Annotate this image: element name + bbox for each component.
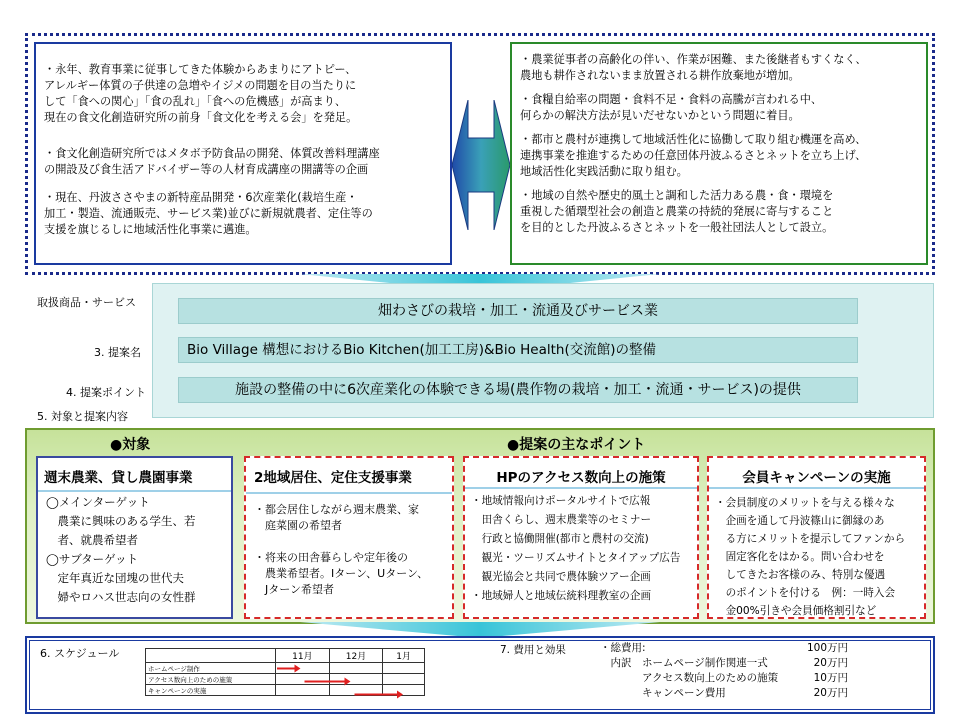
card2-title: 2地域居住、定住支援事業 — [254, 470, 412, 486]
card-hp-access — [463, 456, 699, 619]
double-arrow-icon — [452, 100, 510, 230]
left-paragraph-2: ・食文化創造研究所ではメタボ予防食品の開発、体質改善料理講座 の開設及び食生活アドバイザー等の人材育成講座の開講等の企画 — [44, 147, 380, 176]
left-paragraph-3: ・現在、丹波ささやまの新特産品開発・6次産業化(栽培生産・ 加工・製造、流通販売、サービス業)並びに新規就農者、定住等の 支援を旗じるしに地域活性化事業に邁進。 — [44, 191, 373, 236]
card1-body: ◯メインターゲット 農業に興味のある学生、若 者、就農希望者 ◯サブターゲット 定年真近な団塊の世代夫 婦やロハス世志向の女性群 — [46, 495, 196, 604]
month-12: 12月 — [329, 649, 383, 663]
task-campaign: キャンペーンの実施 — [146, 685, 276, 696]
proposal-name-bar: Bio Village 構想におけるBio Kitchen(加工工房)&Bio Health(交流館)の整備 — [178, 337, 858, 363]
card3-title: HPのアクセス数向上の施策 — [496, 470, 666, 486]
cost-line-homepage: 内訳 ホームページ制作関連一式 20万円 — [600, 657, 848, 669]
label-products: 取扱商品・サービス — [37, 296, 136, 309]
right-paragraph-1: ・農業従事者の高齢化の伴い、作業が困難、また後継者もすくなく、 農地も耕作されないまま放置される耕作放棄地が増加。 — [520, 53, 867, 82]
gantt-arrowhead — [397, 691, 403, 699]
card3-body: ・地域情報向けポータルサイトで広報 田舎くらし、週末農業等のセミナー 行政と協働開催(都市と農村の交流) 観光・ツーリズムサイトとタイアップ広告 観光協会と共同で農体験ツアー企画 ・地域婦人と地域伝統料理教室の企画 — [471, 495, 681, 602]
card1-divider — [38, 490, 231, 492]
label-proposal-point: 4. 提案ポイント — [66, 386, 146, 399]
card2-body: ・都会居住しながら週末農業、家 庭菜園の希望者 ・将来の田舎暮らしや定年後の 農業希望者。Iターン、Uターン、 Jターン希望者 — [254, 503, 429, 596]
proposal-point-bar: 施設の整備の中に6次産業化の体験できる場(農作物の栽培・加工・流通・サービス)の提供 — [178, 377, 858, 403]
card-weekend-farming — [36, 456, 233, 619]
header-target: ●対象 — [110, 437, 151, 453]
right-paragraph-2: ・食糧自給率の問題・食料不足・食料の高騰が言われる中、 何らかの解決方法が見いだせないかという問題に着目。 — [520, 93, 823, 122]
cost-line-total: ・総費用: 100万円 — [600, 642, 848, 654]
card-dual-residence — [244, 456, 454, 619]
card4-body: ・会員制度のメリットを与える様々な 企画を通して丹波篠山に御縁のあ る方にメリットを提示してファンから 固定客化をはかる。問い合わせを してきたお客様のみ、特別な優遇 のポイントを付ける 例：一時入会 金00%引きや会員価格割引など — [715, 497, 906, 617]
card2-divider — [246, 492, 452, 494]
card3-divider — [465, 487, 697, 489]
card4-title: 会員キャンペーンの実施 — [742, 470, 891, 486]
label-proposal-name: 3. 提案名 — [94, 346, 141, 359]
card-member-campaign — [707, 456, 926, 619]
card4-divider — [709, 487, 924, 489]
cost-label: 7. 費用と効果 — [500, 644, 566, 656]
schedule-gantt — [275, 648, 425, 700]
cost-line-access: アクセス数向上のための施策 10万円 — [600, 672, 848, 684]
right-paragraph-4: ・地域の自然や歴史的風土と調和した活力ある農・食・環境を 重視した循環型社会の創造と農業の持続的発展に寄与すること を目的とした丹波ふるさとネットを一般社団法人として設立。 — [520, 189, 834, 234]
products-bar: 畑わさびの栽培・加工・流通及びサービス業 — [178, 298, 858, 324]
header-main-points: ●提案の主なポイント — [507, 437, 646, 453]
gantt-arrowhead — [345, 678, 351, 686]
label-target: 5. 対象と提案内容 — [37, 410, 128, 423]
cost-list — [600, 641, 848, 701]
background-left-box — [34, 42, 452, 265]
left-paragraph-1: ・永年、教育事業に従事してきた体験からあまりにアトピー、 アレルギー体質の子供達の急増やイジメの問題を目の当たりに して「食への関心」「食の乱れ」「食への危機感」が高まり、 現在の食文化創造研究所の前身「食文化を考える会」を発足。 — [44, 63, 358, 124]
task-access: アクセス数向上のための施策 — [146, 674, 276, 685]
month-11: 11月 — [276, 649, 330, 663]
right-paragraph-3: ・都市と農村が連携して地域活性化に協働して取り組む機運を高め、 連携事業を推進するための任意団体丹波ふるさとネットを立ち上げ、 地域活性化実践活動に取り組む。 — [520, 133, 867, 178]
card1-title: 週末農業、貸し農園事業 — [44, 470, 193, 486]
issues-right-box — [510, 42, 928, 265]
schedule-label: 6. スケジュール — [40, 647, 120, 660]
task-homepage: ホームページ制作 — [146, 663, 276, 674]
month-1: 1月 — [383, 649, 425, 663]
gantt-arrowhead — [295, 665, 301, 673]
cost-line-campaign: キャンペーン費用 20万円 — [600, 687, 848, 699]
